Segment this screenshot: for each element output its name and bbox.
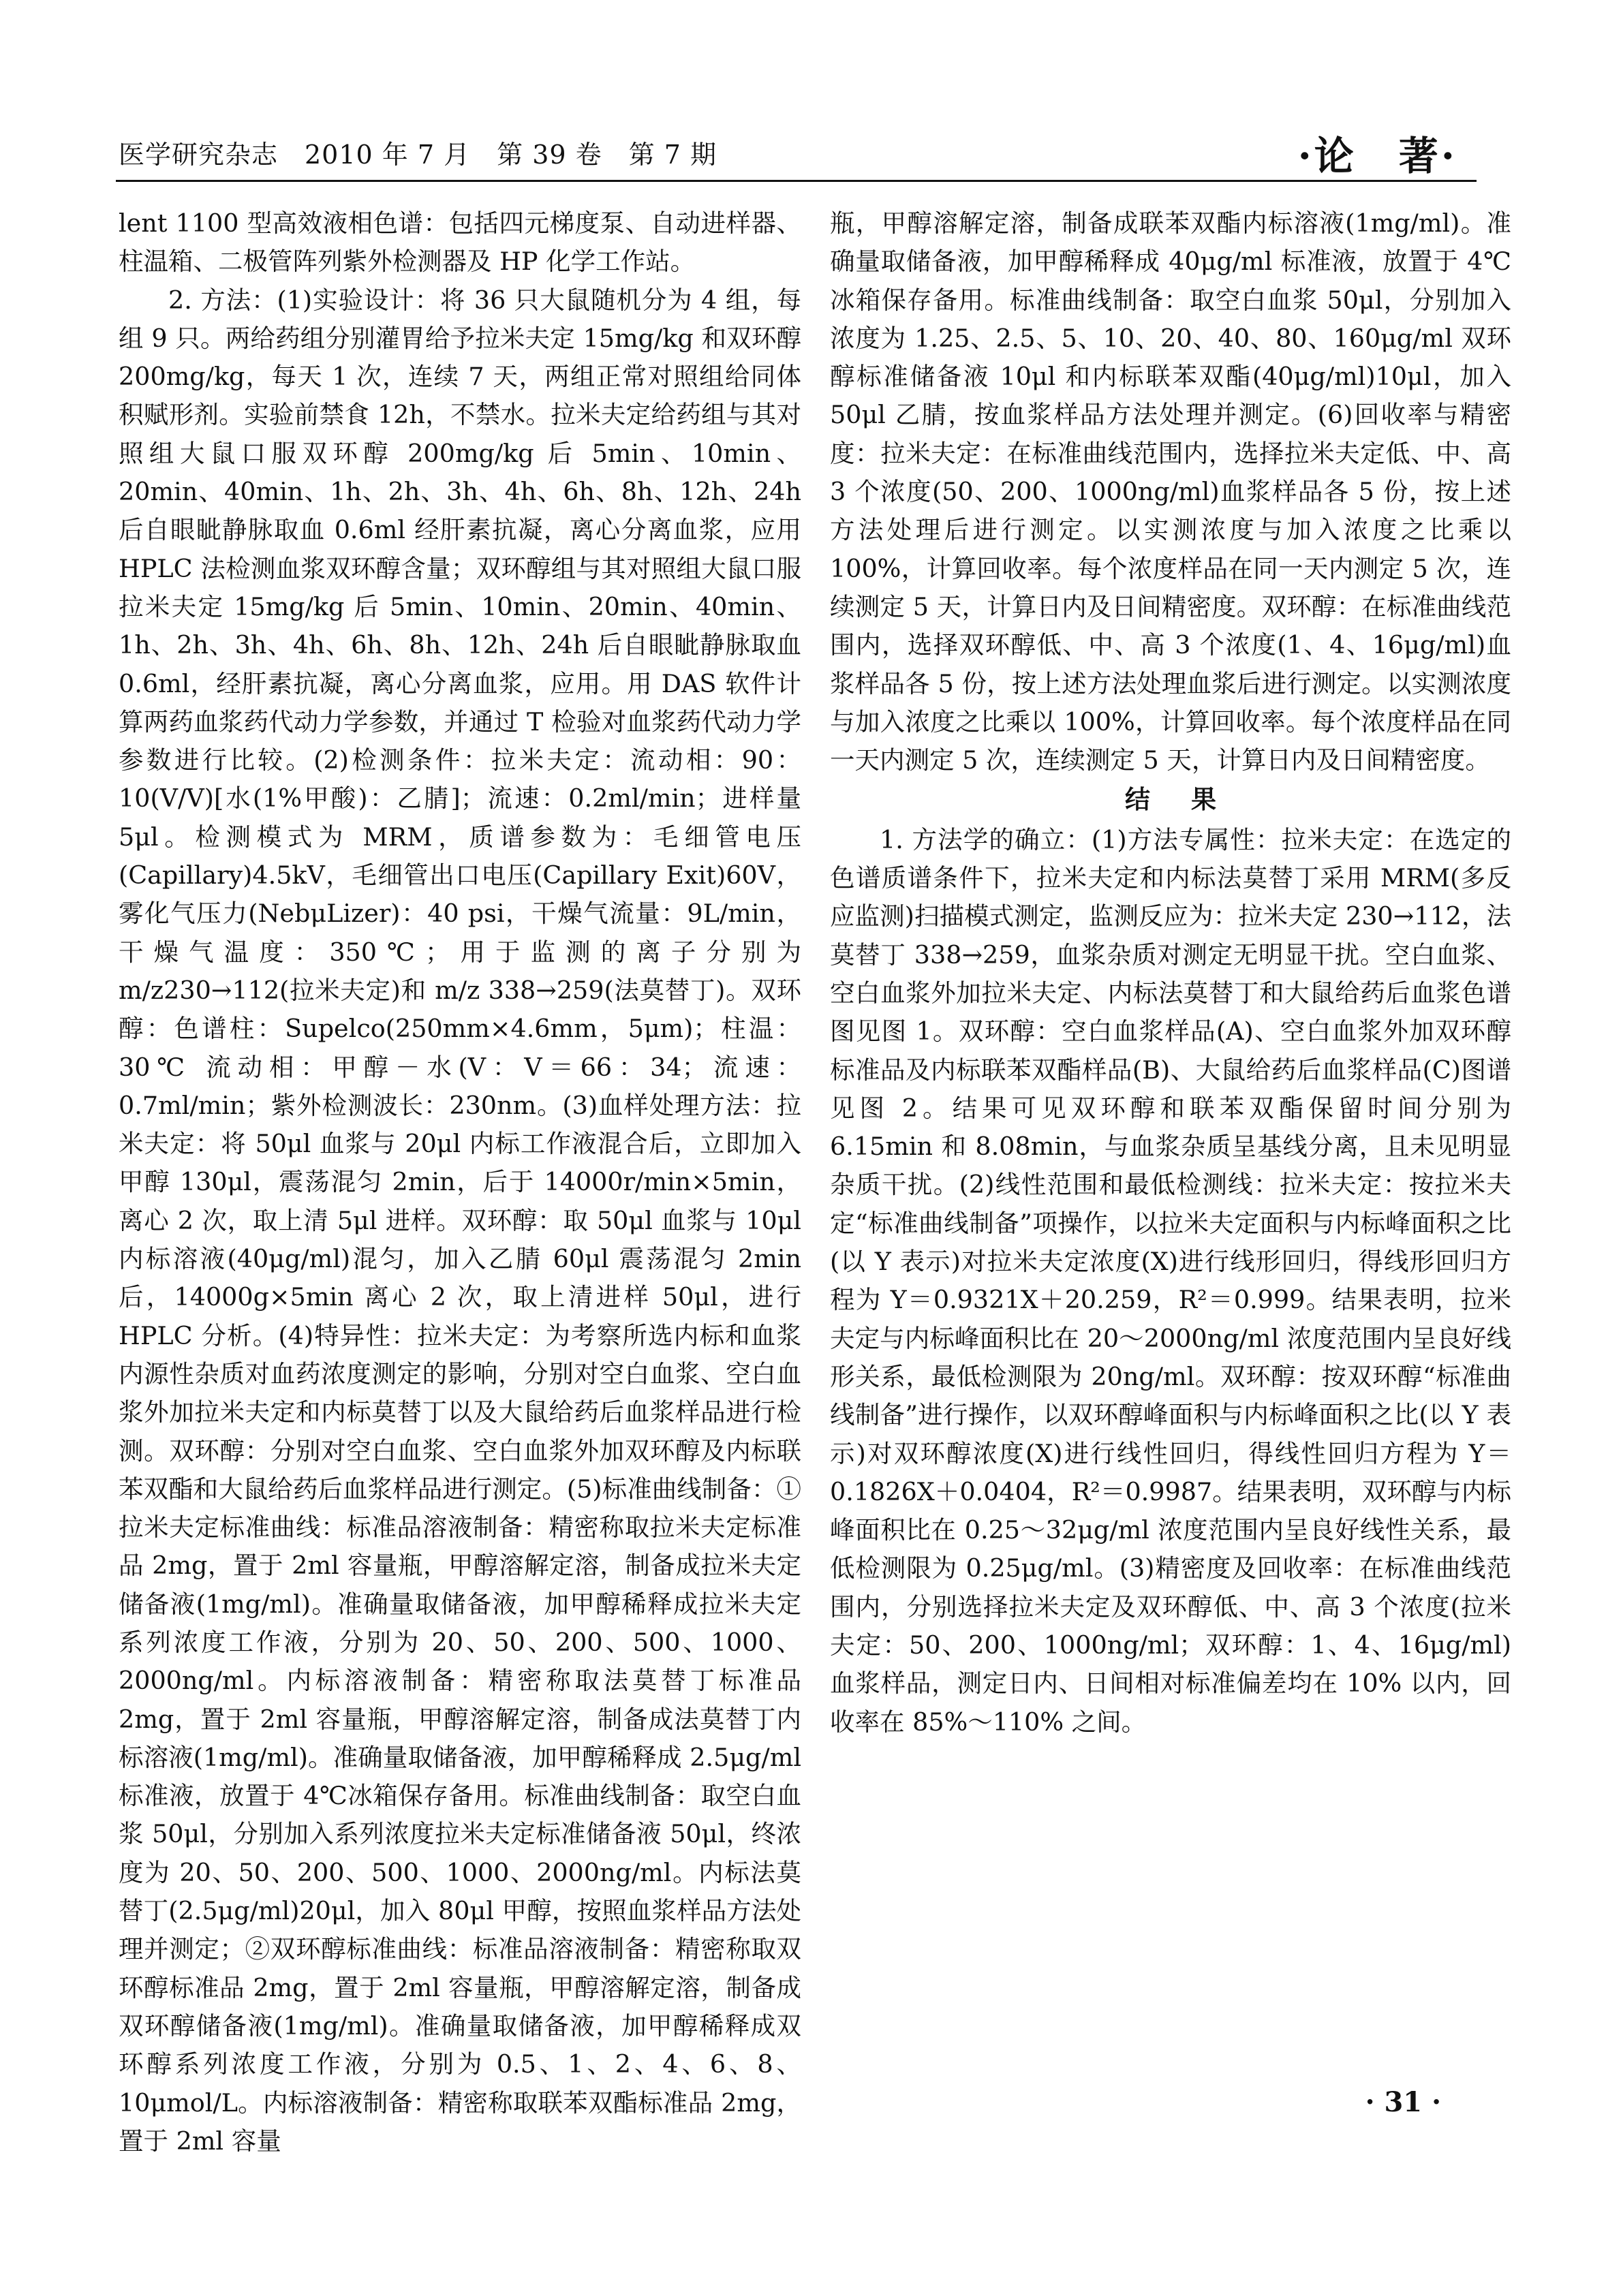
paragraph: 1. 方法学的确立：(1)方法专属性：拉米夫定：在选定的色谱质谱条件下，拉米夫定和内标法莫替丁采用 MRM(多反应监测)扫描模式测定，监测反应为：拉米夫定 230→112，法莫替丁 338→259，血浆杂质对测定无明显干扰。空白血浆、空白血浆外加拉米夫定、内标法莫替丁和大鼠给药后血浆色谱图见图 1。双环醇：空白血浆样品(A)、空白血浆外加双环醇标准品及内标联苯双酯样品(B)、大鼠给药后血浆样品(C)图谱见图 2。结果可见双环醇和联苯双酯保留时间分别为 6.15min 和 8.08min，与血浆杂质呈基线分离，且未见明显杂质干扰。(2)线性范围和最低检测线：拉米夫定：按拉米夫定“标准曲线制备”项操作，以拉米夫定面积与内标峰面积之比(以 Y 表示)对拉米夫定浓度(X)进行线形回归，得线形回归方程为 Y＝0.9321X＋20.259，R²＝0.999。结果表明，拉米夫定与内标峰面积比在 20～2000ng/ml 浓度范围内呈良好线形关系，最低检测限为 20ng/ml。双环醇：按双环醇“标准曲线制备”进行操作，以双环醇峰面积与内标峰面积之比(以 Y 表示)对双环醇浓度(X)进行线性回归，得线性回归方程为 Y＝0.1826X＋0.0404，R²＝0.9987。结果表明，双环醇与内标峰面积比在 0.25～32μg/ml 浓度范围内呈良好线性关系，最低检测限为 0.25μg/ml。(3)精密度及回收率：在标准曲线范围内，分别选择拉米夫定及双环醇低、中、高 3 个浓度(拉米夫定：50、200、1000ng/ml；双环醇：1、4、16μg/ml)血浆样品，测定日内、日间相对标准偏差均在 10% 以内，回收率在 85%～110% 之间。 — [830, 824, 1511, 1737]
right-column — [830, 204, 1511, 1741]
section-label: ·论 著· — [1297, 133, 1457, 179]
left-column — [119, 204, 801, 2160]
paragraph: lent 1100 型高效液相色谱：包括四元梯度泵、自动进样器、柱温箱、二极管阵列紫外检测器及 HP 化学工作站。 — [119, 208, 801, 277]
results-heading: 结果 — [1125, 785, 1257, 815]
journal-header: 医学研究杂志 2010 年 7 月 第 39 卷 第 7 期 — [119, 140, 717, 170]
page-number: · 31 · — [1365, 2086, 1441, 2118]
paragraph: 2. 方法：(1)实验设计：将 36 只大鼠随机分为 4 组，每组 9 只。两给药组分别灌胃给予拉米夫定 15mg/kg 和双环醇 200mg/kg，每天 1 次，连续 7 天，两组正常对照组给同体积赋形剂。实验前禁食 12h，不禁水。拉米夫定给药组与其对照组大鼠口服双环醇 200mg/kg 后 5min、10min、20min、40min、1h、2h、3h、4h、6h、8h、12h、24h 后自眼眦静脉取血 0.6ml 经肝素抗凝，离心分离血浆，应用 HPLC 法检测血浆双环醇含量；双环醇组与其对照组大鼠口服拉米夫定 15mg/kg 后 5min、10min、20min、40min、1h、2h、3h、4h、6h、8h、12h、24h 后自眼眦静脉取血 0.6ml，经肝素抗凝，离心分离血浆，应用。用 DAS 软件计算两药血浆药代动力学参数，并通过 T 检验对血浆药代动力学参数进行比较。(2)检测条件：拉米夫定：流动相：90：10(V/V)[水(1%甲酸)：乙腈]；流速：0.2ml/min；进样量 5μl。检测模式为 MRM，质谱参数为：毛细管电压(Capillary)4.5kV，毛细管出口电压(Capillary Exit)60V，雾化气压力(NebμLizer)：40 psi，干燥气流量：9L/min，干燥气温度：350℃；用于监测的离子分别为 m/z230→112(拉米夫定)和 m/z 338→259(法莫替丁)。双环醇：色谱柱：Supelco(250mm×4.6mm，5μm)；柱温：30℃ 流动相：甲醇－水(V：V＝66：34；流速：0.7ml/min；紫外检测波长：230nm。(3)血样处理方法：拉米夫定：将 50μl 血浆与 20μl 内标工作液混合后，立即加入甲醇 130μl，震荡混匀 2min，后于 14000r/min×5min，离心 2 次，取上清 5μl 进样。双环醇：取 50μl 血浆与 10μl 内标溶液(40μg/ml)混匀，加入乙腈 60μl 震荡混匀 2min 后，14000g×5min 离心 2 次，取上清进样 50μl，进行 HPLC 分析。(4)特异性：拉米夫定：为考察所选内标和血浆内源性杂质对血药浓度测定的影响，分别对空白血浆、空白血浆外加拉米夫定和内标莫替丁以及大鼠给药后血浆样品进行检测。双环醇：分别对空白血浆、空白血浆外加双环醇及内标联苯双酯和大鼠给药后血浆样品进行测定。(5)标准曲线制备：①拉米夫定标准曲线：标准品溶液制备：精密称取拉米夫定标准品 2mg，置于 2ml 容量瓶，甲醇溶解定溶，制备成拉米夫定储备液(1mg/ml)。准确量取储备液，加甲醇稀释成拉米夫定系列浓度工作液，分别为 20、50、200、500、1000、2000ng/ml。内标溶液制备：精密称取法莫替丁标准品 2mg，置于 2ml 容量瓶，甲醇溶解定溶，制备成法莫替丁内标溶液(1mg/ml)。准确量取储备液，加甲醇稀释成 2.5μg/ml 标准液，放置于 4℃冰箱保存备用。标准曲线制备：取空白血浆 50μl，分别加入系列浓度拉米夫定标准储备液 50μl，终浓度为 20、50、200、500、1000、2000ng/ml。内标法莫替丁(2.5μg/ml)20μl，加入 80μl 甲醇，按照血浆样品方法处理并测定；②双环醇标准曲线：标准品溶液制备：精密称取双环醇标准品 2mg，置于 2ml 容量瓶，甲醇溶解定溶，制备成双环醇储备液(1mg/ml)。准确量取储备液，加甲醇稀释成双环醇系列浓度工作液，分别为 0.5、1、2、4、6、8、10μmol/L。内标溶液制备：精密称取联苯双酯标准品 2mg，置于 2ml 容量 — [119, 285, 801, 2156]
header-divider — [116, 180, 1477, 182]
paragraph: 瓶，甲醇溶解定溶，制备成联苯双酯内标溶液(1mg/ml)。准确量取储备液，加甲醇稀释成 40μg/ml 标准液，放置于 4℃冰箱保存备用。标准曲线制备：取空白血浆 50μl，分别加入浓度为 1.25、2.5、5、10、20、40、80、160μg/ml 双环醇标准储备液 10μl 和内标联苯双酯(40μg/ml)10μl，加入 50μl 乙腈，按血浆样品方法处理并测定。(6)回收率与精密度：拉米夫定：在标准曲线范围内，选择拉米夫定低、中、高 3 个浓度(50、200、1000ng/ml)血浆样品各 5 份，按上述方法处理后进行测定。以实测浓度与加入浓度之比乘以 100%，计算回收率。每个浓度样品在同一天内测定 5 次，连续测定 5 天，计算日内及日间精密度。双环醇：在标准曲线范围内，选择双环醇低、中、高 3 个浓度(1、4、16μg/ml)血浆样品各 5 份，按上述方法处理血浆后进行测定。以实测浓度与加入浓度之比乘以 100%，计算回收率。每个浓度样品在同一天内测定 5 次，连续测定 5 天，计算日内及日间精密度。 — [830, 208, 1511, 775]
